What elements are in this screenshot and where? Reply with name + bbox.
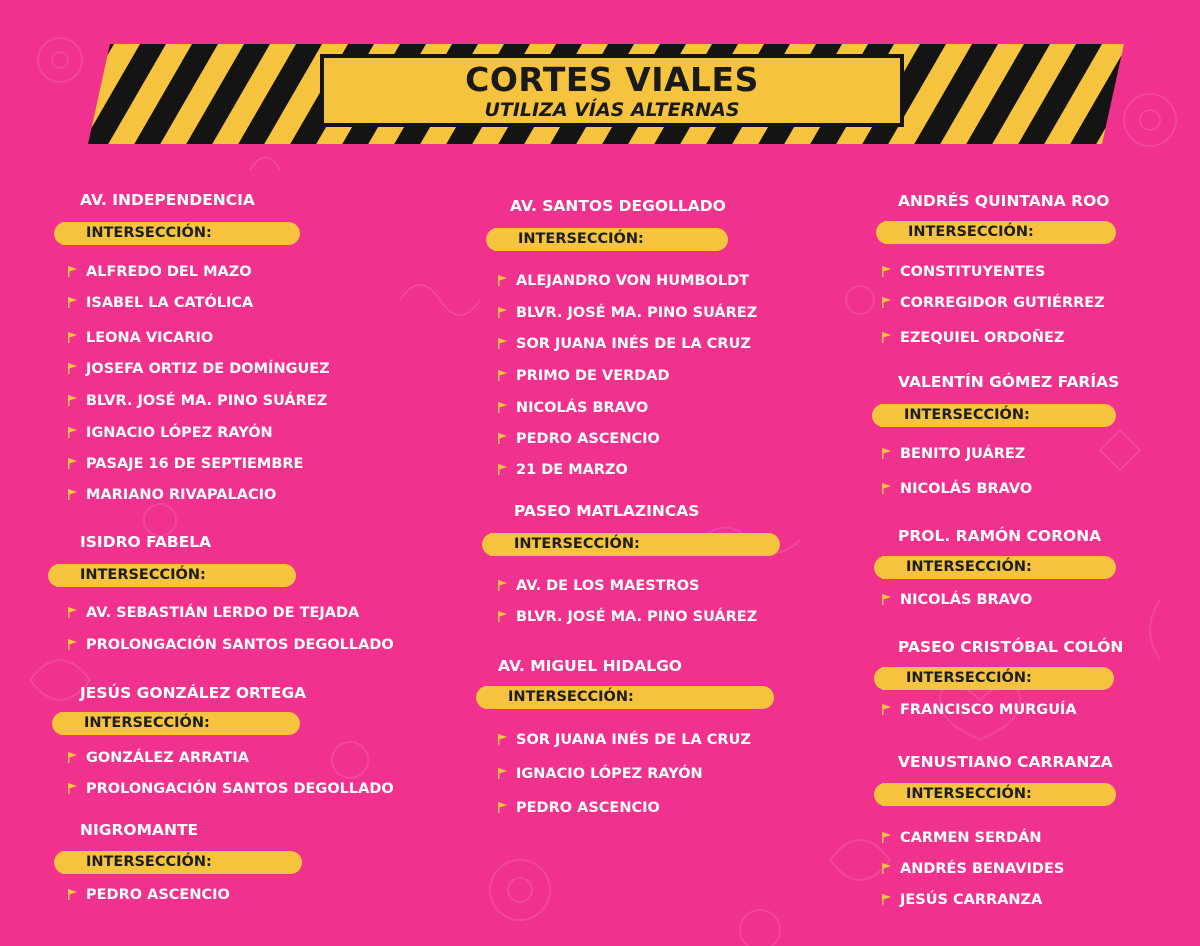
list-item	[68, 294, 253, 312]
list-item	[68, 780, 394, 798]
list-item	[68, 424, 273, 442]
list-item	[882, 294, 1105, 312]
street-title: VALENTÍN GÓMEZ FARÍAS	[898, 373, 1120, 391]
flag-icon	[498, 275, 507, 286]
flag-icon	[68, 363, 77, 374]
street-title: PASEO CRISTÓBAL COLÓN	[898, 638, 1124, 656]
flag-icon	[882, 297, 891, 308]
intersection-label: INTERSECCIÓN:	[508, 689, 634, 705]
intersection-label: INTERSECCIÓN:	[906, 670, 1032, 686]
street-title: AV. SANTOS DEGOLLADO	[510, 197, 726, 215]
flag-icon	[68, 427, 77, 438]
list-item-label: GONZÁLEZ ARRATIA	[86, 750, 249, 766]
flag-icon	[498, 611, 507, 622]
intersection-pill	[882, 556, 1116, 579]
flag-icon	[498, 338, 507, 349]
list-item	[882, 860, 1064, 878]
flag-icon	[68, 889, 77, 900]
list-item-label: PRIMO DE VERDAD	[516, 368, 670, 384]
list-item-label: JOSEFA ORTIZ DE DOMÍNGUEZ	[86, 361, 330, 377]
list-item-label: CARMEN SERDÁN	[900, 830, 1042, 846]
intersection-pill	[494, 228, 728, 251]
list-item	[68, 636, 394, 654]
street-title: ANDRÉS QUINTANA ROO	[898, 192, 1110, 210]
list-item	[498, 430, 660, 448]
list-item-label: BLVR. JOSÉ MA. PINO SUÁREZ	[516, 305, 758, 321]
list-item-label: SOR JUANA INÉS DE LA CRUZ	[516, 336, 751, 352]
list-item	[498, 799, 660, 817]
street-title: NIGROMANTE	[80, 821, 199, 839]
intersection-label: INTERSECCIÓN:	[518, 231, 644, 247]
list-item-label: ALFREDO DEL MAZO	[86, 264, 252, 280]
list-item	[882, 701, 1077, 719]
intersection-label: INTERSECCIÓN:	[80, 567, 206, 583]
list-item-label: PROLONGACIÓN SANTOS DEGOLLADO	[86, 637, 394, 653]
list-item-label: PEDRO ASCENCIO	[516, 800, 660, 816]
list-item-label: PROLONGACIÓN SANTOS DEGOLLADO	[86, 781, 394, 797]
list-item	[498, 577, 700, 595]
list-item	[68, 392, 327, 410]
flag-icon	[882, 266, 891, 277]
list-item-label: AV. SEBASTIÁN LERDO DE TEJADA	[86, 605, 360, 621]
flag-icon	[498, 433, 507, 444]
street-title: VENUSTIANO CARRANZA	[898, 753, 1113, 771]
list-item	[882, 329, 1064, 347]
list-item	[68, 749, 249, 767]
flag-icon	[68, 639, 77, 650]
list-item-label: ALEJANDRO VON HUMBOLDT	[516, 273, 750, 289]
flag-icon	[882, 863, 891, 874]
list-item-label: AV. DE LOS MAESTROS	[516, 578, 700, 594]
flag-icon	[882, 483, 891, 494]
banner-title-box	[320, 54, 904, 127]
intersection-label: INTERSECCIÓN:	[86, 225, 212, 241]
street-title: JESÚS GONZÁLEZ ORTEGA	[80, 684, 307, 702]
list-item-label: NICOLÁS BRAVO	[900, 481, 1033, 497]
flag-icon	[68, 332, 77, 343]
flag-icon	[882, 332, 891, 343]
intersection-label: INTERSECCIÓN:	[86, 854, 212, 870]
intersection-label: INTERSECCIÓN:	[904, 407, 1030, 423]
intersection-pill	[880, 404, 1116, 427]
street-title: AV. INDEPENDENCIA	[80, 191, 255, 209]
street-title: PROL. RAMÓN CORONA	[898, 527, 1102, 545]
list-item-label: PEDRO ASCENCIO	[86, 887, 230, 903]
list-item	[498, 272, 749, 290]
flag-icon	[882, 704, 891, 715]
banner-subtitle: UTILIZA VÍAS ALTERNAS	[484, 99, 740, 121]
list-item	[68, 360, 330, 378]
list-item	[882, 480, 1032, 498]
flag-icon	[68, 266, 77, 277]
flag-icon	[498, 464, 507, 475]
intersection-pill	[882, 667, 1114, 690]
intersection-pill	[884, 221, 1116, 244]
flag-icon	[498, 370, 507, 381]
flag-icon	[68, 752, 77, 763]
flag-icon	[882, 594, 891, 605]
intersection-label: INTERSECCIÓN:	[906, 786, 1032, 802]
list-item-label: ISABEL LA CATÓLICA	[86, 295, 254, 311]
list-item	[498, 304, 757, 322]
street-title: AV. MIGUEL HIDALGO	[498, 657, 682, 675]
flag-icon	[498, 802, 507, 813]
list-item-label: CORREGIDOR GUTIÉRREZ	[900, 295, 1105, 311]
list-item-label: FRANCISCO MURGUÍA	[900, 702, 1077, 718]
list-item	[68, 886, 230, 904]
list-item	[498, 608, 757, 626]
list-item-label: IGNACIO LÓPEZ RAYÓN	[86, 425, 273, 441]
list-item	[882, 891, 1042, 909]
intersection-label: INTERSECCIÓN:	[906, 559, 1032, 575]
list-item	[498, 367, 670, 385]
flag-icon	[882, 894, 891, 905]
intersection-pill	[56, 564, 296, 587]
list-item	[498, 335, 751, 353]
flag-icon	[498, 580, 507, 591]
flag-icon	[68, 489, 77, 500]
list-item-label: BENITO JUÁREZ	[900, 446, 1026, 462]
list-item	[68, 604, 359, 622]
list-item-label: LEONA VICARIO	[86, 330, 214, 346]
intersection-pill	[62, 851, 302, 874]
list-item-label: IGNACIO LÓPEZ RAYÓN	[516, 766, 703, 782]
street-title: PASEO MATLAZINCAS	[514, 502, 700, 520]
intersection-label: INTERSECCIÓN:	[514, 536, 640, 552]
intersection-label: INTERSECCIÓN:	[908, 224, 1034, 240]
list-item	[498, 731, 751, 749]
list-item-label: ANDRÉS BENAVIDES	[900, 861, 1065, 877]
list-item	[68, 486, 276, 504]
flag-icon	[498, 768, 507, 779]
flag-icon	[68, 607, 77, 618]
list-item-label: BLVR. JOSÉ MA. PINO SUÁREZ	[516, 609, 758, 625]
flag-icon	[68, 458, 77, 469]
flag-icon	[882, 832, 891, 843]
list-item-label: JESÚS CARRANZA	[900, 892, 1043, 908]
flag-icon	[498, 734, 507, 745]
list-item	[498, 765, 703, 783]
list-item	[68, 455, 303, 473]
list-item	[68, 263, 252, 281]
street-title: ISIDRO FABELA	[80, 533, 212, 551]
list-item-label: NICOLÁS BRAVO	[900, 592, 1033, 608]
flag-icon	[498, 402, 507, 413]
banner-title: CORTES VIALES	[465, 60, 759, 99]
intersection-pill	[490, 533, 780, 556]
list-item-label: PASAJE 16 DE SEPTIEMBRE	[86, 456, 304, 472]
list-item	[882, 829, 1041, 847]
list-item-label: MARIANO RIVAPALACIO	[86, 487, 277, 503]
list-item-label: CONSTITUYENTES	[900, 264, 1046, 280]
list-item	[882, 591, 1032, 609]
list-item	[498, 399, 648, 417]
list-item	[498, 461, 628, 479]
intersection-pill	[484, 686, 774, 709]
flag-icon	[68, 783, 77, 794]
flag-icon	[882, 448, 891, 459]
list-item-label: SOR JUANA INÉS DE LA CRUZ	[516, 732, 751, 748]
flag-icon	[68, 395, 77, 406]
list-item	[882, 263, 1045, 281]
list-item-label: PEDRO ASCENCIO	[516, 431, 660, 447]
intersection-pill	[60, 712, 300, 735]
flag-icon	[498, 307, 507, 318]
intersection-pill	[882, 783, 1116, 806]
list-item-label: NICOLÁS BRAVO	[516, 400, 649, 416]
intersection-pill	[62, 222, 300, 245]
list-item-label: EZEQUIEL ORDOÑEZ	[900, 330, 1065, 346]
list-item	[68, 329, 213, 347]
list-item-label: BLVR. JOSÉ MA. PINO SUÁREZ	[86, 393, 328, 409]
flag-icon	[68, 297, 77, 308]
intersection-label: INTERSECCIÓN:	[84, 715, 210, 731]
list-item	[882, 445, 1025, 463]
list-item-label: 21 DE MARZO	[516, 462, 628, 478]
